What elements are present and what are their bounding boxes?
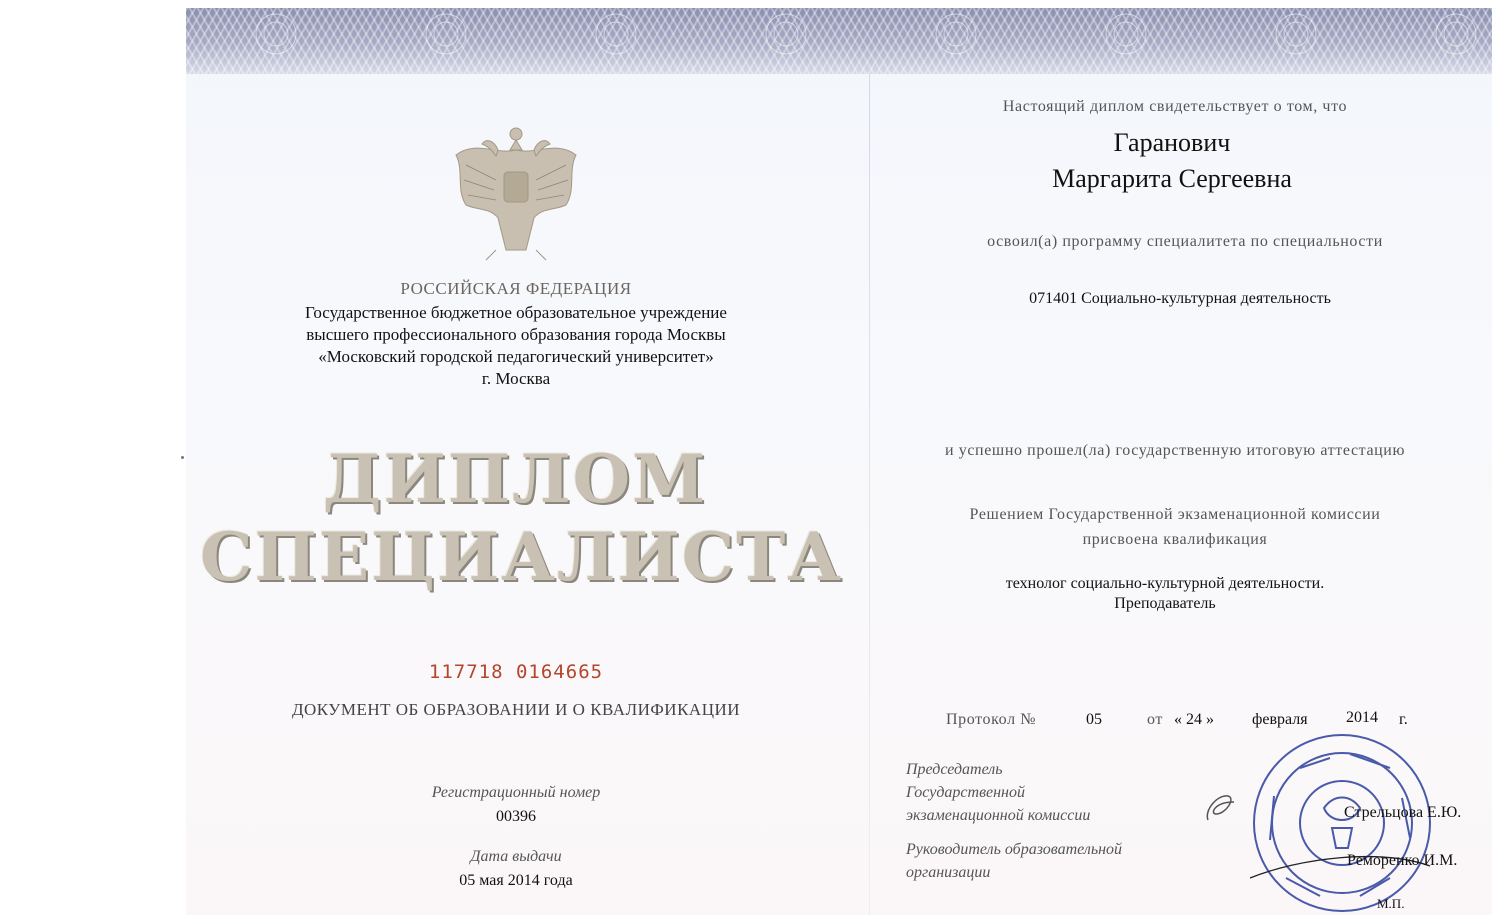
- institution-line-2: высшего профессионального образования города Москвы: [306, 325, 726, 344]
- attestation-text: и успешно прошел(ла) государственную итоговую аттестацию: [944, 442, 1406, 459]
- serial-number: 117718 0164665: [428, 661, 604, 683]
- intro-text: Настоящий диплом свидетельствует о том, что: [1002, 98, 1348, 115]
- institution-line-1: Государственное бюджетное образовательное учреждение: [305, 303, 727, 322]
- page-fold: [869, 74, 870, 915]
- program-text: освоил(а) программу специалитета по специальности: [987, 233, 1383, 250]
- registration-number-label: Регистрационный номер: [431, 784, 601, 801]
- registration-number: 00396: [496, 808, 536, 825]
- chair-label: [906, 758, 1090, 827]
- document-type: ДОКУМЕНТ ОБ ОБРАЗОВАНИИ И О КВАЛИФИКАЦИИ: [291, 700, 741, 719]
- protocol-year: 2014: [1346, 709, 1378, 726]
- head-label: [906, 838, 1122, 884]
- graduate-surname: Гаранович: [1113, 128, 1231, 157]
- specialty: 071401 Социально-культурная деятельность: [1029, 290, 1331, 307]
- institution-city: г. Москва: [481, 369, 551, 388]
- head-label-line-2: организации: [906, 864, 991, 881]
- protocol-month: февраля: [1252, 711, 1308, 728]
- stamp-mark-label: М.П.: [1377, 896, 1405, 911]
- chair-label-line-3: экзаменационной комиссии: [906, 807, 1091, 824]
- graduate-given-names: Маргарита Сергеевна: [1052, 164, 1292, 193]
- chair-label-line-2: Государственной: [906, 784, 1025, 801]
- protocol-number: 05: [1086, 711, 1102, 728]
- scan-speck: [181, 456, 184, 459]
- decision-line-2: присвоена квалификация: [1082, 531, 1268, 548]
- official-seal-stamp-icon: [1240, 728, 1440, 918]
- protocol-from-label: от: [1147, 711, 1163, 728]
- protocol-year-suffix: г.: [1399, 711, 1408, 728]
- head-name: Реморенко И.М.: [1347, 852, 1458, 869]
- chair-label-line-1: Председатель: [906, 761, 1003, 778]
- diploma-title-line-2: СПЕЦИАЛИСТА: [200, 518, 844, 596]
- protocol-label: Протокол №: [946, 711, 1037, 728]
- diploma-title-line-1: ДИПЛОМ: [322, 440, 708, 518]
- institution-line-3: «Московский городской педагогический университет»: [318, 347, 714, 366]
- issue-date-label: Дата выдачи: [470, 848, 562, 865]
- issue-date: 05 мая 2014 года: [459, 872, 573, 889]
- protocol-day: « 24 »: [1174, 711, 1214, 728]
- decision-line-1: Решением Государственной экзаменационной комиссии: [969, 506, 1381, 523]
- guilloche-border: [186, 8, 1492, 74]
- qualification-line-1: технолог социально-культурной деятельности.: [1005, 575, 1325, 592]
- chair-name: Стрельцова Е.Ю.: [1344, 804, 1462, 821]
- russian-coat-of-arms-icon: [436, 110, 596, 270]
- head-label-line-1: Руководитель образовательной: [906, 841, 1123, 858]
- country-label: РОССИЙСКАЯ ФЕДЕРАЦИЯ: [400, 279, 632, 298]
- qualification-line-2: Преподаватель: [1114, 595, 1216, 612]
